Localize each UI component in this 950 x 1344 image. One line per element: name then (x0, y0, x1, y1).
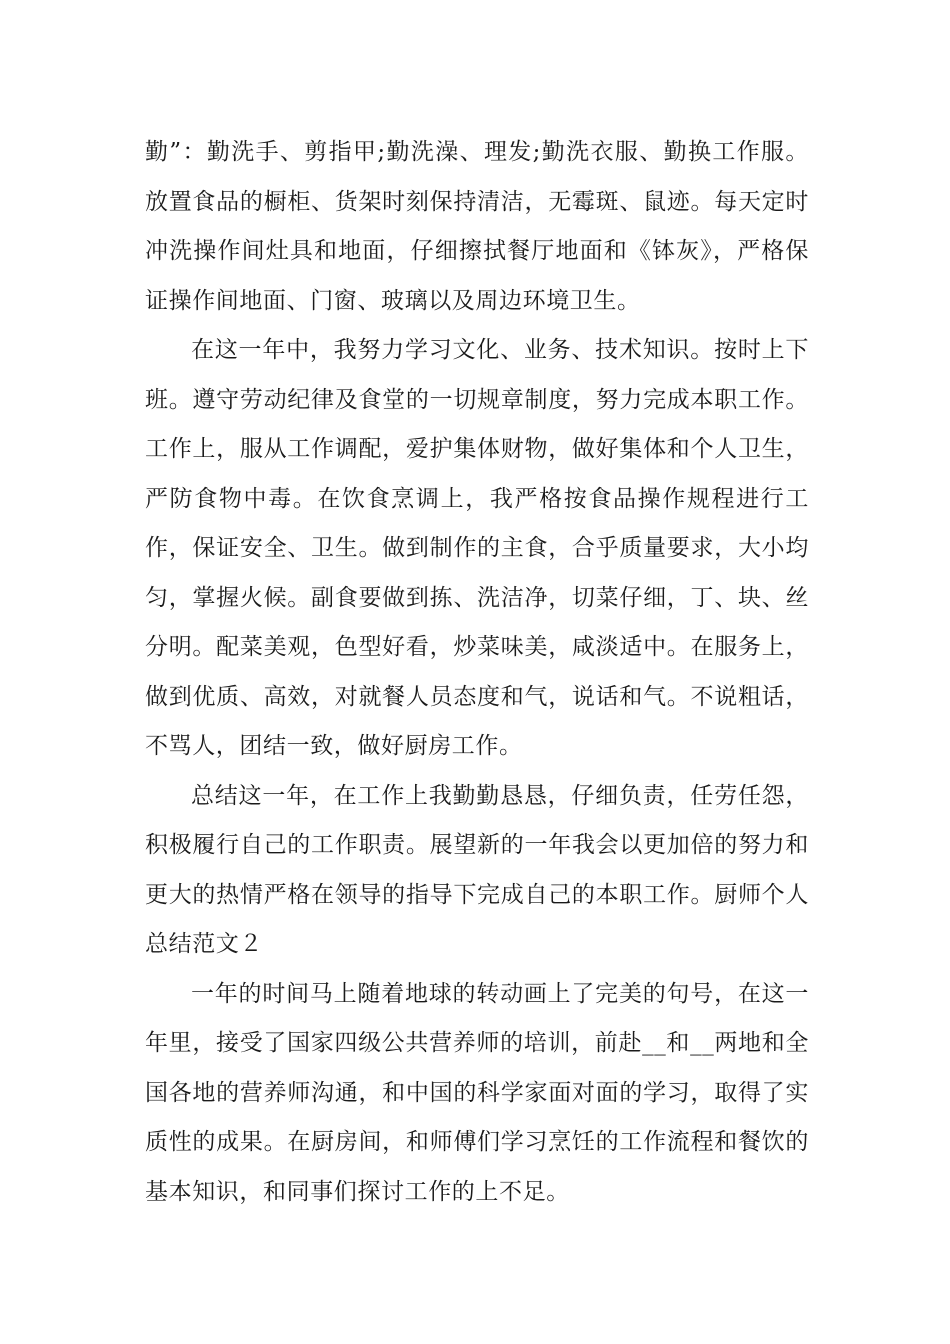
paragraph-year-summary: 总结这一年，在工作上我勤勤恳恳，仔细负责，任劳任怨，积极履行自己的工作职责。展望新的一年我会以更加倍的努力和更大的热情严格在领导的指导下完成自己的本职工作。厨师个人总结范文２ (145, 782, 809, 957)
paragraph-continuation: 勤”：勤洗手、剪指甲;勤洗澡、理发;勤洗衣服、勤换工作服。放置食品的橱柜、货架时刻保持清洁，无霉斑、鼠迹。每天定时冲洗操作间灶具和地面，仔细擦拭餐厅地面和《钵灰》，严格保证操作间地面、门窗、玻璃以及周边环境卫生。 (145, 139, 809, 314)
paragraph-year-study: 在这一年中，我努力学习文化、业务、技术知识。按时上下班。遵守劳动纪律及食堂的一切规章制度，努力完成本职工作。工作上，服从工作调配，爱护集体财物，做好集体和个人卫生，严防食物中毒。在饮食烹调上，我严格按食品操作规程进行工作，保证安全、卫生。做到制作的主食，合乎质量要求，大小均匀，掌握火候。副食要做到拣、洗洁净，切菜仔细，丁、块、丝分明。配菜美观，色型好看，炒菜味美，咸淡适中。在服务上，做到优质、高效，对就餐人员态度和气，说话和气。不说粗话，不骂人，团结一致，做好厨房工作。 (145, 337, 809, 759)
document-body (145, 128, 809, 1217)
paragraph-nutritionist-training: 一年的时间马上随着地球的转动画上了完美的句号，在这一年里，接受了国家四级公共营养师的培训，前赴__和__两地和全国各地的营养师沟通，和中国的科学家面对面的学习，取得了实质性的成果。在厨房间，和师傅们学习烹饪的工作流程和餐饮的基本知识，和同事们探讨工作的上不足。 (145, 980, 809, 1205)
